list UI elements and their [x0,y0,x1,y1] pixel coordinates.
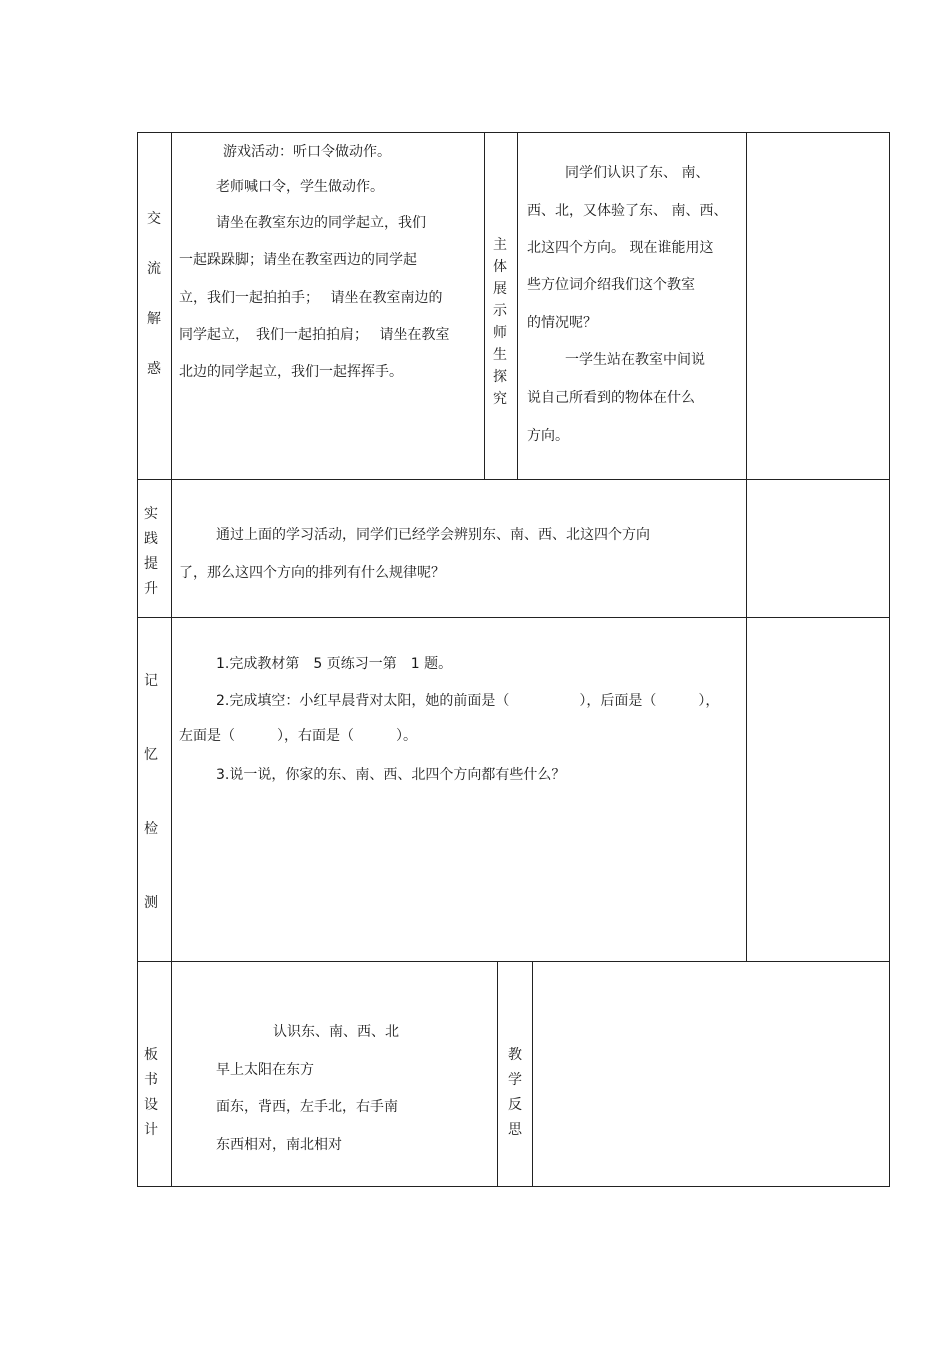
label-char: 交 [147,211,161,227]
label-char: 思 [508,1122,522,1138]
exploration-text-line: 些方位词介绍我们这个教室 [527,277,695,293]
label-char: 体 [493,259,507,275]
table-top-border [137,132,890,133]
label-column-divider [171,132,172,1187]
practice-text-line: 通过上面的学习活动，同学们已经学会辨别东、南、西、北这四个方向 [216,527,650,543]
board-line: 早上太阳在东方 [216,1062,314,1078]
main-display-label [490,234,510,410]
exploration-text-line: 同学们认识了东、 南、 [565,165,710,181]
exploration-text-line: 北这四个方向。 现在谁能用这 [527,240,714,256]
exercise-item: 左面是（ ），右面是（ ）。 [179,728,417,744]
exploration-text-line: 说自己所看到的物体在什么 [527,390,695,406]
row-divider-1 [137,479,890,480]
row-divider-3 [137,961,890,962]
exercise-item: 2.完成填空：小红早晨背对太阳，她的前面是（ ），后面是（ ）， [216,693,720,709]
memory-label [141,670,161,966]
label-char: 生 [493,347,507,363]
exploration-text-line: 一学生站在教室中间说 [565,352,705,368]
practice-label [141,503,161,603]
activity-text-line: 立，我们一起拍拍手； 请坐在教室南边的 [179,290,443,306]
label-char: 记 [144,673,158,689]
row1-divider-a [484,132,485,480]
practice-text-line: 了，那么这四个方向的排列有什么规律呢？ [179,565,445,581]
label-char: 惑 [147,361,161,377]
row1-divider-b [517,132,518,480]
label-char: 设 [144,1097,158,1113]
label-char: 践 [144,531,158,547]
label-char: 反 [508,1097,522,1113]
activity-text-line: 请坐在教室东边的同学起立，我们 [216,215,426,231]
label-char: 书 [144,1072,158,1088]
label-char: 板 [144,1047,158,1063]
exercise-item: 3.说一说，你家的东、南、西、北四个方向都有些什么？ [216,767,566,783]
label-char: 究 [493,391,507,407]
table-bottom-border [137,1186,890,1187]
label-char: 教 [508,1047,522,1063]
label-char: 主 [493,237,507,253]
row-divider-2 [137,617,890,618]
activity-text-line: 一起跺跺脚；请坐在教室西边的同学起 [179,252,417,268]
board-line: 东西相对，南北相对 [216,1137,342,1153]
label-char: 流 [147,261,161,277]
label-char: 学 [508,1072,522,1088]
row4-divider-b [532,961,533,1187]
label-char: 实 [144,506,158,522]
exploration-text-line: 西、北，又体验了东、 南、西、 [527,203,728,219]
notes-column-divider [746,132,747,962]
exercise-item: 1.完成教材第 5 页练习一第 1 题。 [216,656,453,672]
game-activity-line: 游戏活动：听口令做动作。 [223,144,391,160]
table-left-border [137,132,138,1187]
label-char: 计 [144,1122,158,1138]
board-design-label [141,1044,161,1144]
label-char: 师 [493,325,507,341]
teaching-reflection-label [505,1044,525,1144]
exploration-text-line: 方向。 [527,428,569,444]
label-char: 升 [144,581,158,597]
table-right-border [889,132,890,1187]
exploration-text-line: 的情况呢？ [527,315,597,331]
row4-divider-a [497,961,498,1187]
label-char: 解 [147,311,161,327]
board-line: 面东，背西，左手北，右手南 [216,1099,398,1115]
board-title: 认识东、南、西、北 [273,1024,399,1040]
label-char: 忆 [144,747,158,763]
exchange-label [144,208,164,408]
label-char: 展 [493,281,507,297]
activity-text-line: 北边的同学起立，我们一起挥挥手。 [179,364,403,380]
label-char: 探 [493,369,507,385]
label-char: 示 [493,303,507,319]
label-char: 测 [144,895,158,911]
label-char: 检 [144,821,158,837]
label-char: 提 [144,556,158,572]
activity-text-line: 同学起立， 我们一起拍拍肩； 请坐在教室 [179,327,450,343]
teacher-instruction-line: 老师喊口令，学生做动作。 [216,179,384,195]
